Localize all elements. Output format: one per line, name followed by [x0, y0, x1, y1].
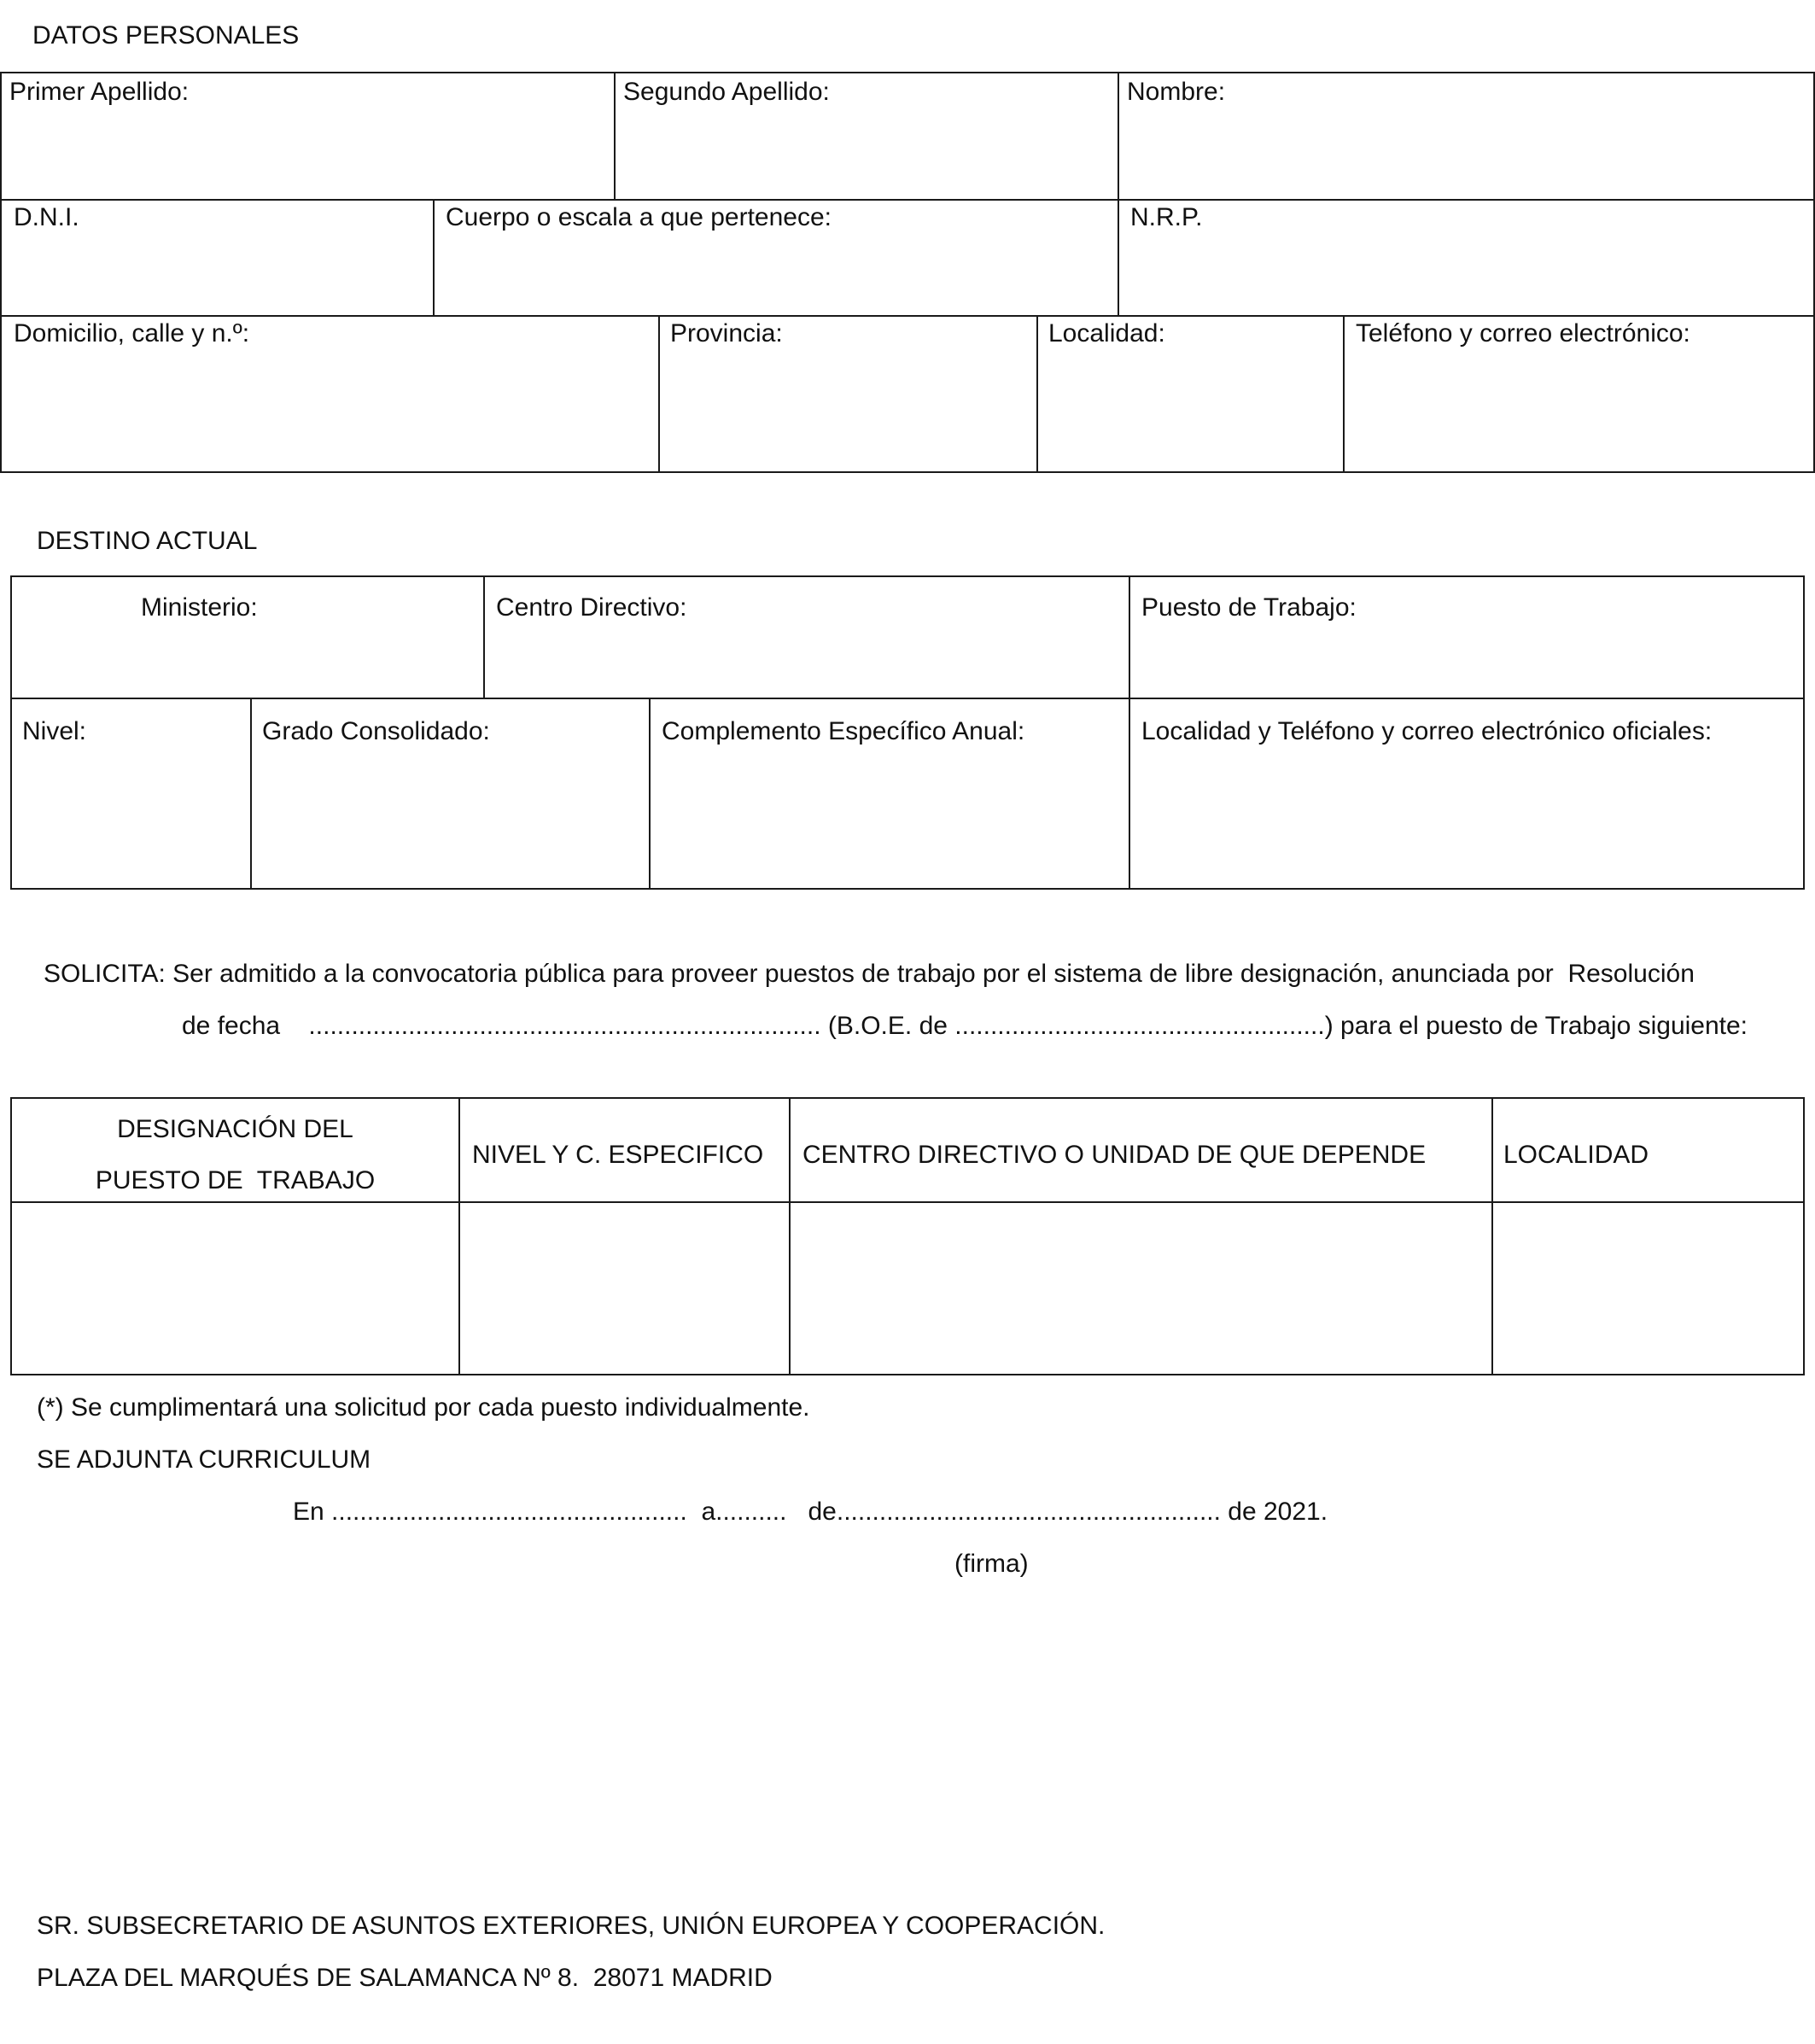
label-nombre: Nombre: [1127, 78, 1226, 106]
header-nivel-label: NIVEL Y C. ESPECIFICO [472, 1141, 764, 1169]
table-header-localidad [1491, 1097, 1805, 1203]
field-primer-apellido[interactable] [0, 72, 616, 201]
label-cuerpo: Cuerpo o escala a que pertenece: [446, 203, 832, 231]
label-dni: D.N.I. [14, 203, 79, 231]
table-input-nivel[interactable] [458, 1201, 791, 1375]
field-dni[interactable] [0, 199, 435, 317]
field-telefono[interactable] [1343, 315, 1815, 473]
table-header-designacion [10, 1097, 460, 1203]
field-grado[interactable] [250, 698, 651, 890]
label-nrp: N.R.P. [1130, 203, 1203, 231]
field-ministerio[interactable] [10, 575, 485, 699]
note-curriculum: SE ADJUNTA CURRICULUM [37, 1445, 371, 1474]
field-cuerpo[interactable] [433, 199, 1119, 317]
addressee-line-1: SR. SUBSECRETARIO DE ASUNTOS EXTERIORES, UNIÓN EUROPEA Y COOPERACIÓN. [37, 1912, 1106, 1940]
label-nivel: Nivel: [22, 717, 87, 745]
label-puesto: Puesto de Trabajo: [1141, 593, 1357, 622]
table-input-designacion[interactable] [10, 1201, 460, 1375]
header-localidad-label: LOCALIDAD [1503, 1141, 1649, 1169]
table-input-localidad[interactable] [1491, 1201, 1805, 1375]
label-localidad: Localidad: [1048, 319, 1165, 347]
label-localidad-oficial: Localidad y Teléfono y correo electrónico oficiales: [1141, 717, 1713, 745]
field-nivel[interactable] [10, 698, 252, 890]
table-header-nivel [458, 1097, 791, 1203]
label-complemento: Complemento Específico Anual: [662, 717, 1025, 745]
table-header-centro [789, 1097, 1493, 1203]
solicita-line-2: de fecha ........................................................................ (B.O.E. de ....................................................) para el puesto de Trabajo siguiente: [182, 1012, 1748, 1040]
table-input-centro[interactable] [789, 1201, 1493, 1375]
label-primer-apellido: Primer Apellido: [9, 78, 190, 106]
place-date-line[interactable]: En .................................................. a.......... de...................................................... de 2021. [293, 1498, 1328, 1526]
label-domicilio: Domicilio, calle y n.º: [14, 319, 250, 347]
label-provincia: Provincia: [670, 319, 783, 347]
header-centro-label: CENTRO DIRECTIVO O UNIDAD DE QUE DEPENDE [802, 1141, 1427, 1169]
field-centro-directivo[interactable] [483, 575, 1130, 699]
label-telefono: Teléfono y correo electrónico: [1356, 319, 1690, 347]
field-localidad-oficial[interactable] [1129, 698, 1805, 890]
field-complemento[interactable] [649, 698, 1130, 890]
field-domicilio[interactable] [0, 315, 660, 473]
signature-label: (firma) [954, 1550, 1029, 1578]
solicita-line-1: SOLICITA: Ser admitido a la convocatoria pública para proveer puestos de trabajo por el sistema de libre designación, anunciada por Resolución [44, 960, 1695, 988]
field-provincia[interactable] [658, 315, 1038, 473]
label-centro-directivo: Centro Directivo: [496, 593, 687, 622]
field-nrp[interactable] [1118, 199, 1815, 317]
addressee-line-2: PLAZA DEL MARQUÉS DE SALAMANCA Nº 8. 28071 MADRID [37, 1964, 773, 1992]
label-ministerio: Ministerio: [141, 593, 258, 622]
label-grado: Grado Consolidado: [262, 717, 490, 745]
label-segundo-apellido: Segundo Apellido: [623, 78, 830, 106]
field-segundo-apellido[interactable] [614, 72, 1119, 201]
field-puesto[interactable] [1129, 575, 1805, 699]
section-title-personal: DATOS PERSONALES [32, 21, 300, 50]
note-one-request: (*) Se cumplimentará una solicitud por cada puesto individualmente. [37, 1393, 810, 1422]
header-designacion-line-2: PUESTO DE TRABAJO [95, 1166, 376, 1194]
field-localidad[interactable] [1036, 315, 1345, 473]
field-nombre[interactable] [1118, 72, 1815, 201]
header-designacion-line-1: DESIGNACIÓN DEL [117, 1115, 353, 1143]
section-title-destino: DESTINO ACTUAL [37, 527, 258, 555]
